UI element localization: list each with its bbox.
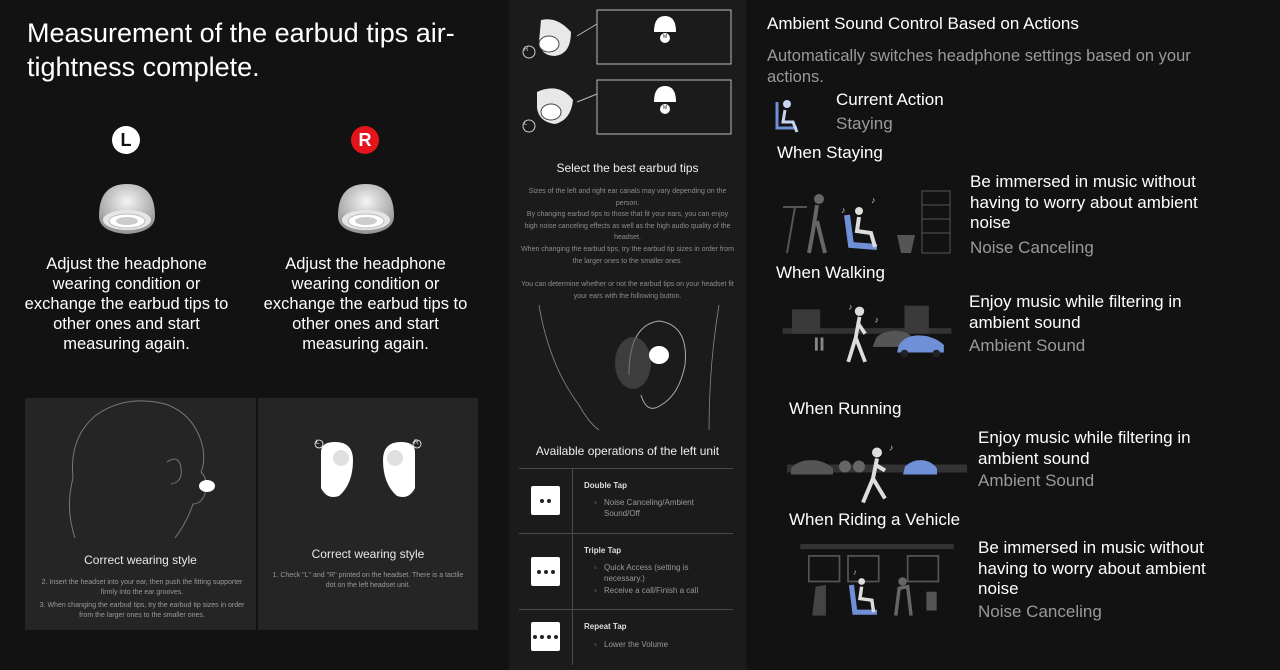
earbud-tips-guide-panel: [509, 0, 746, 670]
mode-text-walking: Enjoy music while filtering in ambient sound: [969, 292, 1182, 332]
staying-person-icon: [771, 98, 803, 134]
svg-text:♪: ♪: [889, 442, 894, 453]
earbud-measurement-result-panel: [0, 0, 508, 670]
earbud-size-diagram: [519, 6, 734, 140]
svg-text:♪: ♪: [871, 195, 876, 205]
walking-scene-icon: [777, 300, 957, 375]
select-tips-desc-1: Sizes of the left and right ear canals may vary depending on the person.: [528, 188, 727, 207]
right-badge: R: [351, 126, 379, 154]
ambient-subtitle: Automatically switches headphone settings based on your actions.: [767, 47, 1191, 86]
wearing-style-caption-1: Correct wearing style: [84, 553, 197, 567]
mode-head-staying: When Staying: [777, 143, 883, 162]
wearing-step-2: 2. Insert the headset into your ear, then push the fitting supporter firmly into the ear grooves.: [41, 579, 243, 596]
triple-tap-icon: [531, 557, 560, 586]
op-item-noise-canceling: ◦ Noise Canceling/Ambient Sound/Off: [604, 497, 729, 519]
right-earbud-tip-icon: [334, 180, 398, 238]
tag-r-label: R: [414, 440, 419, 446]
mode-head-walking: When Walking: [776, 263, 885, 282]
svg-text:♪: ♪: [848, 301, 853, 312]
op-name-repeat-tap: Repeat Tap: [584, 622, 627, 631]
double-tap-icon: [531, 486, 560, 515]
select-tips-desc-4: You can determine whether or not the earbud tips on your headset fit your ears with the following button.: [521, 281, 734, 300]
mode-head-running: When Running: [789, 399, 902, 418]
mode-text-staying: Be immersed in music without having to worry about ambient noise: [970, 172, 1198, 232]
svg-text:♪: ♪: [853, 567, 857, 577]
op-row-repeat-tap: [519, 609, 733, 665]
repeat-tap-icon: [531, 622, 560, 651]
measurement-heading: Measurement of the earbud tips air-tightness complete.: [27, 18, 455, 82]
op-row-triple-tap: [519, 533, 733, 610]
mode-head-riding: When Riding a Vehicle: [789, 510, 961, 529]
tip-size-label-1: M: [663, 34, 668, 40]
wearing-style-card-1: [25, 398, 256, 630]
svg-text:♪: ♪: [874, 314, 879, 325]
wearing-step-3: 3. When changing the earbud tips, try the earbud tip sizes in order from the larger ones to the smaller ones.: [39, 602, 245, 619]
tag-r: R: [524, 47, 529, 53]
right-adjust-instruction: Adjust the headphone wearing condition or exchange the earbud tips to other ones and start measuring again.: [263, 255, 468, 353]
svg-text:♪: ♪: [841, 205, 846, 215]
earbuds-pair-icon: [313, 438, 423, 503]
left-badge: L: [112, 126, 140, 154]
op-row-double-tap: [519, 468, 733, 534]
tip-size-label-2: M: [663, 105, 668, 111]
wearing-style-caption-2: Correct wearing style: [311, 547, 425, 561]
mode-setting-walking: Ambient Sound: [969, 336, 1086, 355]
op-item-lower-volume: ◦ Lower the Volume: [604, 639, 729, 650]
tag-l-label: L: [316, 440, 320, 446]
select-tips-title: Select the best earbud tips: [556, 161, 699, 175]
op-name-triple-tap: Triple Tap: [584, 546, 622, 555]
staying-scene-icon: [777, 185, 957, 260]
left-earbud-tip-icon: [95, 180, 159, 238]
current-action-label: Current Action: [836, 90, 944, 109]
select-tips-desc-3: When changing the earbud tips, try the earbud tip sizes in order from the larger ones to the smaller ones.: [521, 246, 734, 265]
op-item-receive-call: ◦ Receive a call/Finish a call: [604, 585, 729, 596]
current-action-value: Staying: [836, 114, 893, 133]
mode-setting-staying: Noise Canceling: [970, 238, 1094, 257]
ambient-sound-control-panel: [747, 0, 1280, 670]
op-name-double-tap: Double Tap: [584, 481, 627, 490]
wearing-style-card-2: [258, 398, 478, 630]
ambient-title: Ambient Sound Control Based on Actions: [767, 14, 1079, 33]
wearing-step-1: 1. Check "L" and "R" printed on the headset. There is a tactile dot on the left headset unit.: [272, 572, 464, 589]
riding-scene-icon: [787, 544, 967, 619]
mode-setting-riding: Noise Canceling: [978, 602, 1102, 621]
mode-text-riding: Be immersed in music without having to worry about ambient noise: [978, 538, 1206, 598]
mode-text-running: Enjoy music while filtering in ambient sound: [978, 428, 1191, 468]
ear-fit-illustration: [529, 305, 729, 430]
tag-l: L: [524, 121, 528, 127]
running-scene-icon: [787, 438, 967, 513]
ops-title: Available operations of the left unit: [535, 444, 720, 458]
mode-setting-running: Ambient Sound: [978, 471, 1095, 490]
left-adjust-instruction: Adjust the headphone wearing condition or exchange the earbud tips to other ones and start measuring again.: [24, 255, 229, 353]
op-item-quick-access: ◦ Quick Access (setting is necessary.): [604, 562, 729, 584]
select-tips-desc-2: By changing earbud tips to those that fit your ears, you can enjoy high noise canceling effects as well as the high audio quality of the headset.: [524, 211, 731, 241]
head-profile-icon: [55, 398, 235, 538]
